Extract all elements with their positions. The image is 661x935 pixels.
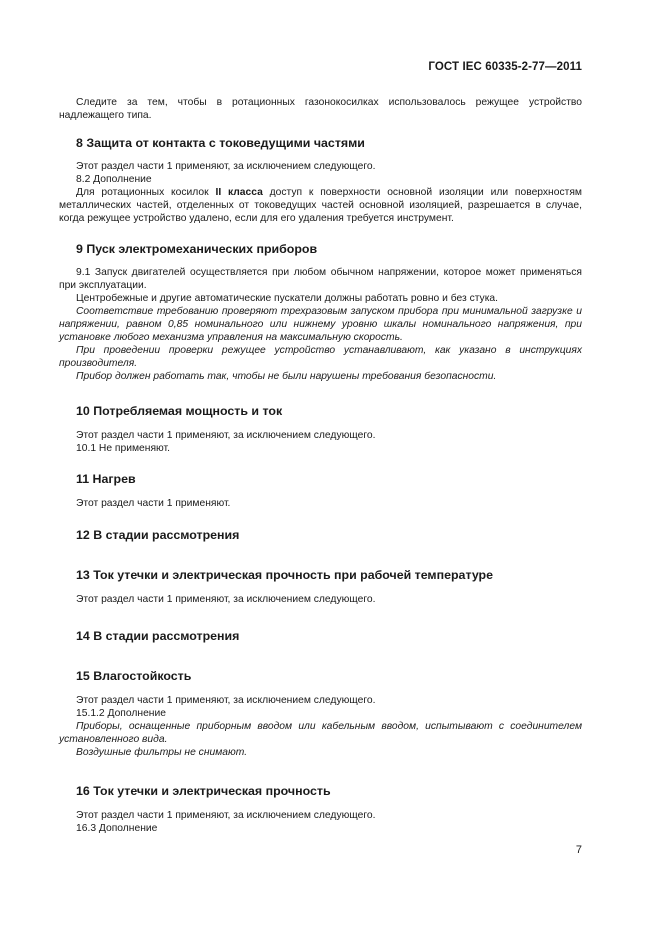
section-12-heading: 12 В стадии рассмотрения: [76, 528, 240, 542]
section-13-heading: 13 Ток утечки и электрическая прочность при рабочей температуре: [76, 568, 494, 582]
section-9-text-4: При проведении проверки режущее устройство устанавливают, как указано в инструкциях производителя.: [59, 345, 582, 369]
section-11-text-1: Этот раздел части 1 применяют.: [76, 498, 231, 509]
intro-paragraph-block: [59, 96, 582, 122]
intro-paragraph: Следите за тем, чтобы в ротационных газонокосилках использовалось режущее устройство надлежащего типа.: [59, 97, 582, 121]
section-8-text-2: 8.2 Дополнение: [76, 174, 152, 185]
section-8-text-3c: доступ к поверхности основной изоляции или поверхностям металлических частей, отделенных от токоведущих частей основной изоляцией, разрешается в случае, когда режущее устройство удалено, если для его удаления требуется инструмент.: [59, 187, 582, 224]
section-8-text-3: [59, 186, 582, 225]
section-15-text-3: Приборы, оснащенные приборным вводом или кабельным вводом, испытывают с соединителем установленного вида.: [59, 721, 582, 745]
section-16-text-1: Этот раздел части 1 применяют, за исключением следующего.: [76, 810, 376, 821]
section-15-text-1: Этот раздел части 1 применяют, за исключением следующего.: [76, 695, 376, 706]
section-10-text-1: Этот раздел части 1 применяют, за исключением следующего.: [76, 430, 376, 441]
section-11-heading: 11 Нагрев: [76, 472, 136, 486]
section-16-text-2: 16.3 Дополнение: [76, 823, 158, 834]
section-13-body: [59, 593, 582, 606]
document-header: ГОСТ IEC 60335-2-77—2011: [428, 61, 582, 73]
class-ii-label: II класса: [215, 187, 263, 198]
section-9-heading: 9 Пуск электромеханических приборов: [76, 242, 318, 256]
section-8-text-1: Этот раздел части 1 применяют, за исключением следующего.: [76, 161, 376, 172]
section-15-heading: 15 Влагостойкость: [76, 669, 192, 683]
section-9-text-3: Соответствие требованию проверяют трехразовым запуском прибора при минимальной загрузке и напряжении, равном 0,85 номинального или нижнему уровню шкалы номинального напряжения, при установке любого механизма управления на максимальную скорость.: [59, 306, 582, 343]
section-9-text-2: Центробежные и другие автоматические пускатели должны работать ровно и без стука.: [76, 293, 499, 304]
section-13-text-1: Этот раздел части 1 применяют, за исключением следующего.: [76, 594, 376, 605]
section-14-heading: 14 В стадии рассмотрения: [76, 629, 240, 643]
section-11-body: [59, 497, 582, 510]
section-10-text-2: 10.1 Не применяют.: [76, 443, 170, 454]
section-9-text-5: Прибор должен работать так, чтобы не были нарушены требования безопасности.: [76, 371, 497, 382]
section-10-body: [59, 429, 582, 455]
section-15-text-4: Воздушные фильтры не снимают.: [76, 747, 248, 758]
section-9-text-1: 9.1 Запуск двигателей осуществляется при любом обычном напряжении, которое может применяться при эксплуатации.: [59, 267, 582, 291]
section-10-heading: 10 Потребляемая мощность и ток: [76, 404, 283, 418]
section-16-body: [59, 809, 582, 835]
section-8-heading: 8 Защита от контакта с токоведущими частями: [76, 136, 365, 150]
section-15-body: [59, 694, 582, 759]
section-8-text-3a: Для ротационных косилок: [76, 187, 216, 198]
section-15-text-2: 15.1.2 Дополнение: [76, 708, 166, 719]
page-number: 7: [575, 844, 582, 856]
section-9-body: [59, 266, 582, 383]
section-8-body: [59, 160, 582, 225]
section-16-heading: 16 Ток утечки и электрическая прочность: [76, 784, 331, 798]
